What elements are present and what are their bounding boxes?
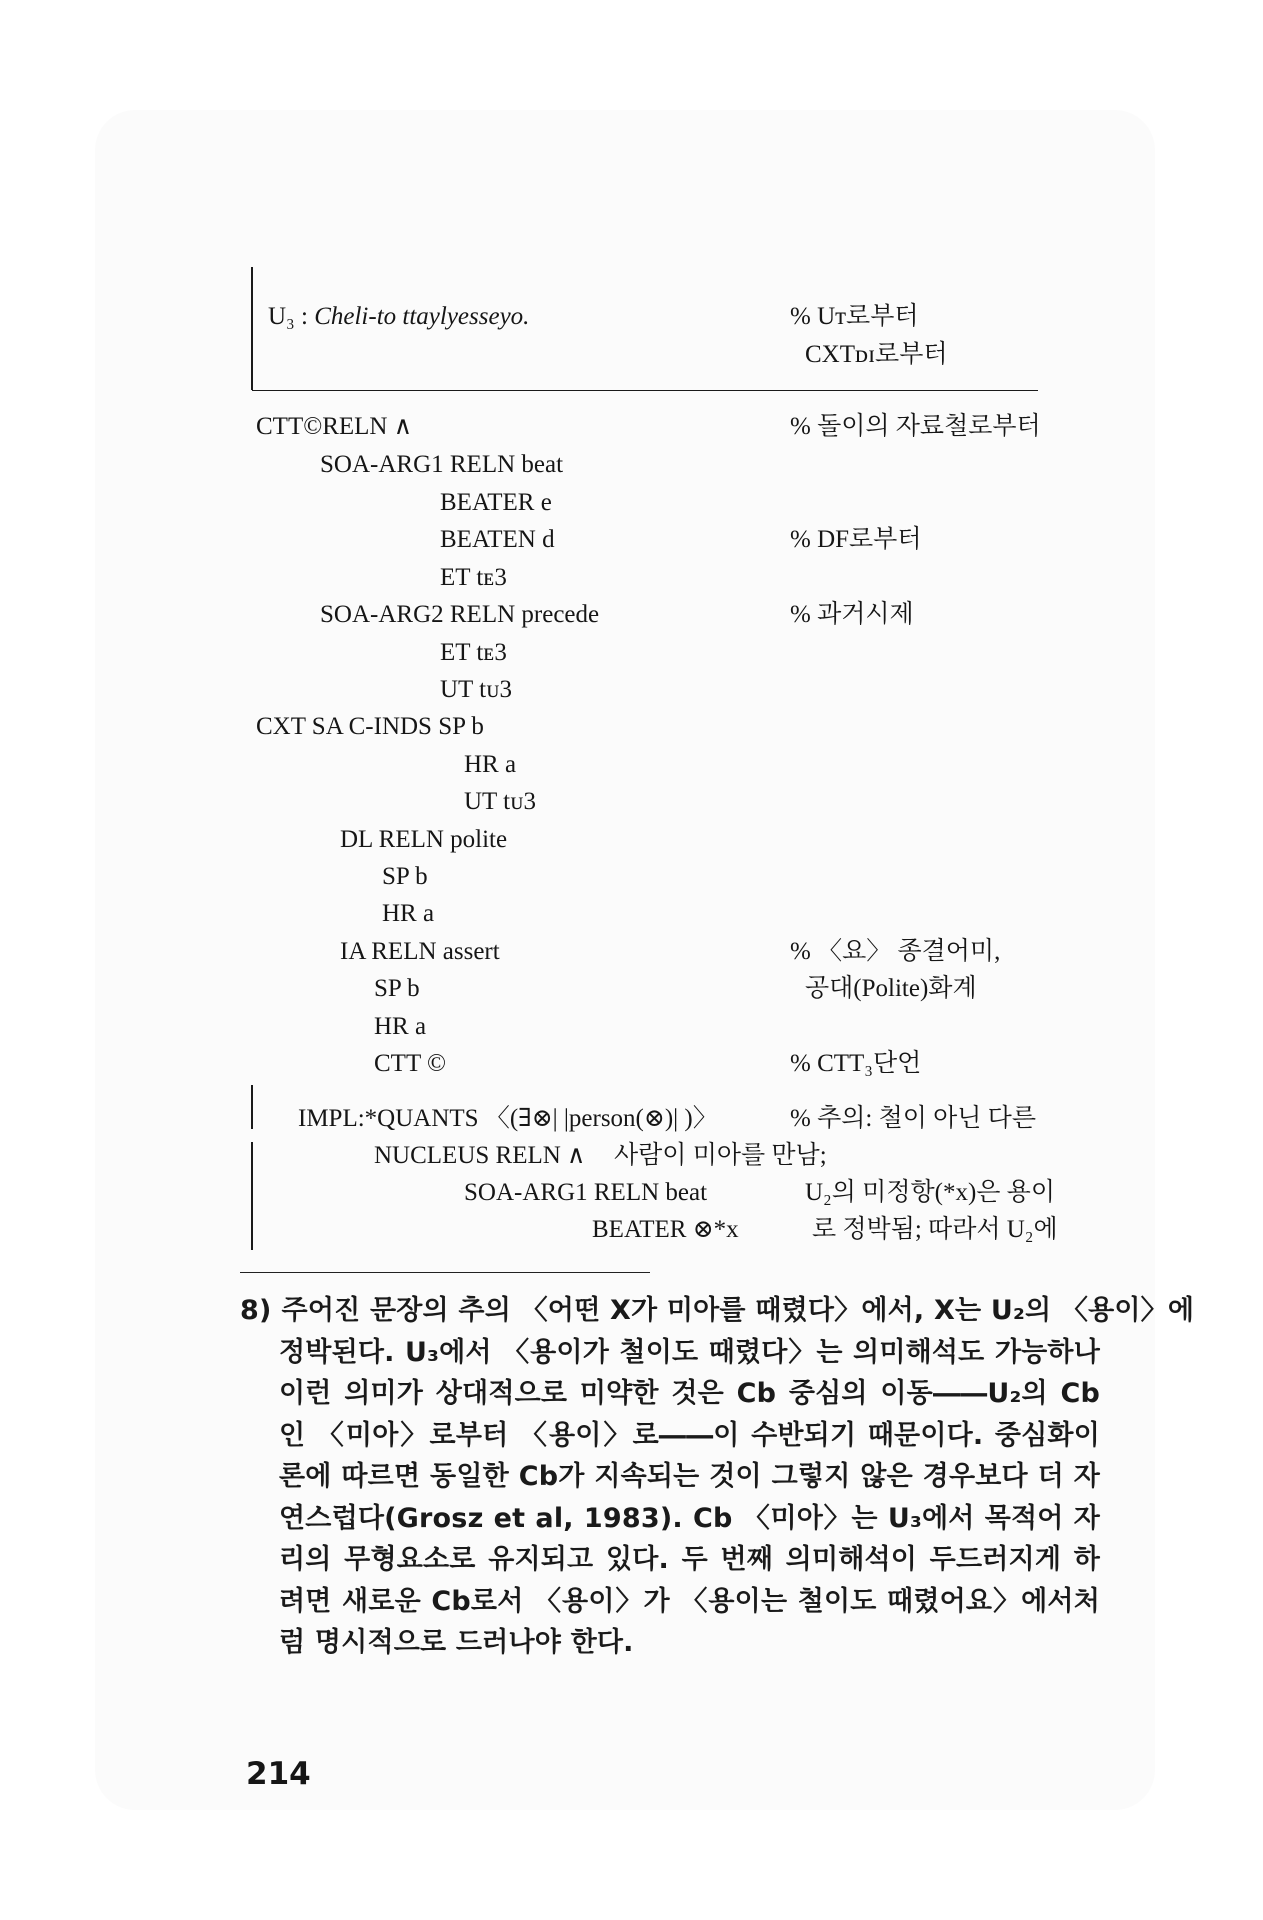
footnote-first-text: 주어진 문장의 추의 〈어떤 X가 미아를 때렸다〉에서, X는 U₂의 〈용이〉에 (281, 1295, 1195, 1326)
utterance-u3: U₃ : Cheli-to ttaylyesseyo. (268, 303, 530, 330)
avm-row-nucleus: NUCLEUS RELN ∧ (374, 1142, 586, 1169)
note-from-cxt: CXTᴅɪ로부터 (805, 341, 948, 368)
left-rule-top (251, 267, 253, 390)
avm-row-ctt-2: CTT © (374, 1050, 447, 1077)
avm-row-soa-arg1: SOA-ARG1 RELN beat (320, 451, 564, 478)
avm-row-ut-1: UT tᴜ3 (440, 676, 512, 703)
note-polite-register: 공대(Polite)화계 (805, 975, 977, 1002)
note-from-df: % DF로부터 (790, 526, 922, 553)
note-anchored: 로 정박됨; 따라서 U₂에 (812, 1216, 1058, 1243)
left-rule-middle (251, 1085, 253, 1129)
avm-row-beater-2: BEATER ⊗*x (592, 1216, 739, 1243)
avm-row-ctt: CTT©RELN ∧ (256, 413, 413, 440)
header-divider (252, 390, 1038, 391)
avm-row-et-2: ET tᴇ3 (440, 639, 507, 666)
avm-row-impl: IMPL:*QUANTS 〈(∃⊗| |person(⊗)| )〉 (298, 1105, 718, 1132)
avm-row-hr-1: HR a (464, 751, 517, 778)
note-past-tense: % 과거시제 (790, 601, 914, 628)
footnote-number: 8) (240, 1295, 272, 1326)
page-number: 214 (246, 1756, 311, 1792)
footnote-8 (240, 1290, 1195, 1664)
note-from-ut: % Uᴛ로부터 (790, 303, 919, 330)
avm-row-beater: BEATER e (440, 489, 552, 516)
avm-row-sp-2: SP b (374, 975, 420, 1002)
footnote-separator (240, 1272, 650, 1273)
note-ctt3-assertion: % CTT₃단언 (790, 1050, 922, 1077)
note-dol-source: % 돌이의 자료철로부터 (790, 413, 1041, 440)
avm-row-beaten: BEATEN d (440, 526, 555, 553)
avm-row-hr-3: HR a (374, 1013, 427, 1040)
avm-row-ut-2: UT tᴜ3 (464, 788, 536, 815)
avm-row-soa-arg1-2: SOA-ARG1 RELN beat (464, 1179, 708, 1206)
note-u2-variable: U₂의 미정항(*x)은 용이 (805, 1179, 1055, 1206)
note-yo-ending: % 〈요〉 종결어미, (790, 938, 1001, 965)
avm-row-soa-arg2: SOA-ARG2 RELN precede (320, 601, 600, 628)
avm-row-sp-1: SP b (382, 863, 428, 890)
avm-row-cxt: CXT SA C-INDS SP b (256, 713, 484, 740)
note-other-person: 사람이 미아를 만남; (614, 1142, 827, 1169)
footnote-body: 정박된다. U₃에서 〈용이가 철이도 때렸다〉는 의미해석도 가능하나 이런 의미가 상대적으로 미약한 것은 Cb 중심의 이동――U₂의 Cb인 〈미아〉로부터 〈용이〉로――이 수반되기 때문이다. 중심화이론에 따르면 동일한 Cb가 지속되는 것이 그렇지 않은 경우보다 더 자연스럽다(Grosz et al, 1983). Cb 〈미아〉는 U₃에서 목적어 자리의 무형요소로 유지되고 있다. 두 번째 의미해석이 두드러지게 하려면 새로운 Cb로서 〈용이〉가 〈용이는 철이도 때렸어요〉에서처럼 명시적으로 드러나야 한다. (279, 1336, 1100, 1658)
avm-row-dl: DL RELN polite (340, 826, 508, 853)
avm-row-hr-2: HR a (382, 900, 435, 927)
left-rule-bottom (251, 1142, 253, 1250)
footnote-first-line (240, 1290, 1195, 1332)
note-inference: % 추의: 철이 아닌 다른 (790, 1105, 1036, 1132)
avm-row-et-1: ET tᴇ3 (440, 564, 507, 591)
avm-row-ia: IA RELN assert (340, 938, 500, 965)
